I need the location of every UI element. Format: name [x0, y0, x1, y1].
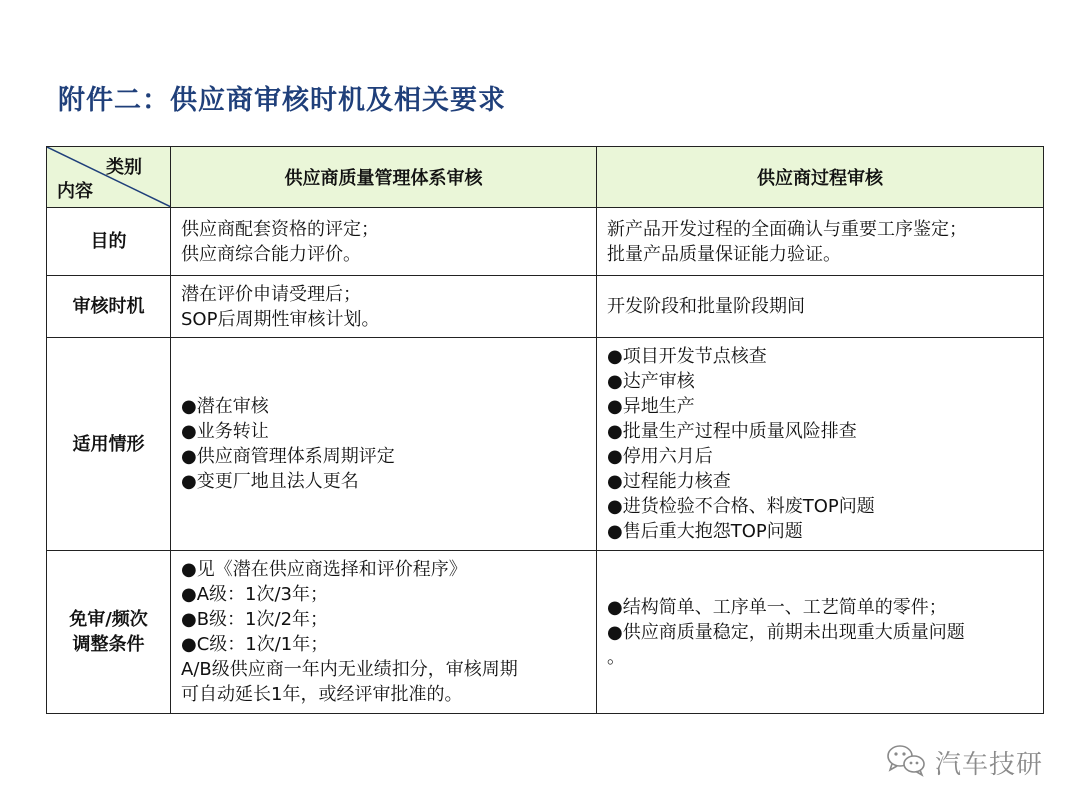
list-item: ●供应商管理体系周期评定 [181, 446, 395, 467]
cell-line: A/B级供应商一年内无业绩扣分，审核周期 [181, 659, 518, 680]
table-row [47, 338, 1044, 551]
watermark [885, 742, 1043, 782]
list-item: ●批量生产过程中质量风险排查 [607, 421, 857, 442]
list-item: ●A级：1次/3年； [181, 584, 328, 605]
list-item: ●达产审核 [607, 371, 695, 392]
list-item: ●变更厂地且法人更名 [181, 471, 359, 492]
table-row [47, 276, 1044, 338]
column-header-process-audit: 供应商过程审核 [597, 147, 1044, 208]
row-label-exemption-conditions [47, 551, 171, 714]
row-label-timing: 审核时机 [47, 276, 171, 338]
cell-line: SOP后周期性审核计划。 [181, 308, 380, 330]
list-item: ●异地生产 [607, 396, 695, 417]
list-item: ●潜在审核 [181, 396, 269, 417]
cell-exemption-process [597, 551, 1044, 714]
row-label-line: 免审/频次 [69, 609, 148, 630]
cell-line: 。 [607, 646, 625, 668]
cell-line: 供应商配套资格的评定； [181, 218, 379, 240]
list-item: ●B级：1次/2年； [181, 609, 329, 630]
list-item: ●供应商质量稳定，前期未出现重大质量问题 [607, 621, 965, 643]
wechat-icon [885, 743, 927, 781]
row-label-applicable-cases: 适用情形 [47, 338, 171, 551]
row-label-line: 调整条件 [72, 634, 145, 655]
list-item: ●见《潜在供应商选择和评价程序》 [181, 559, 467, 580]
list-item: ●进货检验不合格、料废TOP问题 [607, 496, 875, 517]
cell-cases-process [597, 338, 1044, 551]
cell-timing-process [597, 276, 1044, 338]
table-row [47, 208, 1044, 276]
cell-line: 批量产品质量保证能力验证。 [607, 243, 841, 265]
cell-line: 新产品开发过程的全面确认与重要工序鉴定； [607, 218, 967, 240]
list-item: ●售后重大抱怨TOP问题 [607, 521, 803, 542]
list-item: ●业务转让 [181, 421, 269, 442]
table-row [47, 551, 1044, 714]
column-header-system-audit: 供应商质量管理体系审核 [171, 147, 597, 208]
row-label-purpose: 目的 [47, 208, 171, 276]
table-header-row [47, 147, 1044, 208]
list-item: ●过程能力核查 [607, 471, 731, 492]
corner-header-cell [47, 147, 171, 208]
requirements-table [46, 146, 1044, 714]
corner-label-content: 内容 [57, 181, 93, 202]
list-item: ●停用六月后 [607, 446, 713, 467]
cell-purpose-system [171, 208, 597, 276]
cell-line: 可自动延长1年，或经评审批准的。 [181, 684, 463, 705]
cell-exemption-system [171, 551, 597, 714]
list-item: ●结构简单、工序单一、工艺简单的零件； [607, 596, 947, 618]
watermark-text: 汽车技研 [935, 749, 1044, 780]
corner-label-category: 类别 [106, 157, 142, 178]
page-title: 附件二：供应商审核时机及相关要求 [58, 85, 506, 116]
list-item: ●项目开发节点核查 [607, 346, 767, 367]
cell-line: 潜在评价申请受理后； [181, 283, 361, 305]
cell-cases-system [171, 338, 597, 551]
list-item: ●C级：1次/1年； [181, 634, 329, 655]
cell-purpose-process [597, 208, 1044, 276]
cell-line: 开发阶段和批量阶段期间 [607, 296, 805, 317]
cell-timing-system [171, 276, 597, 338]
cell-line: 供应商综合能力评价。 [181, 243, 361, 265]
